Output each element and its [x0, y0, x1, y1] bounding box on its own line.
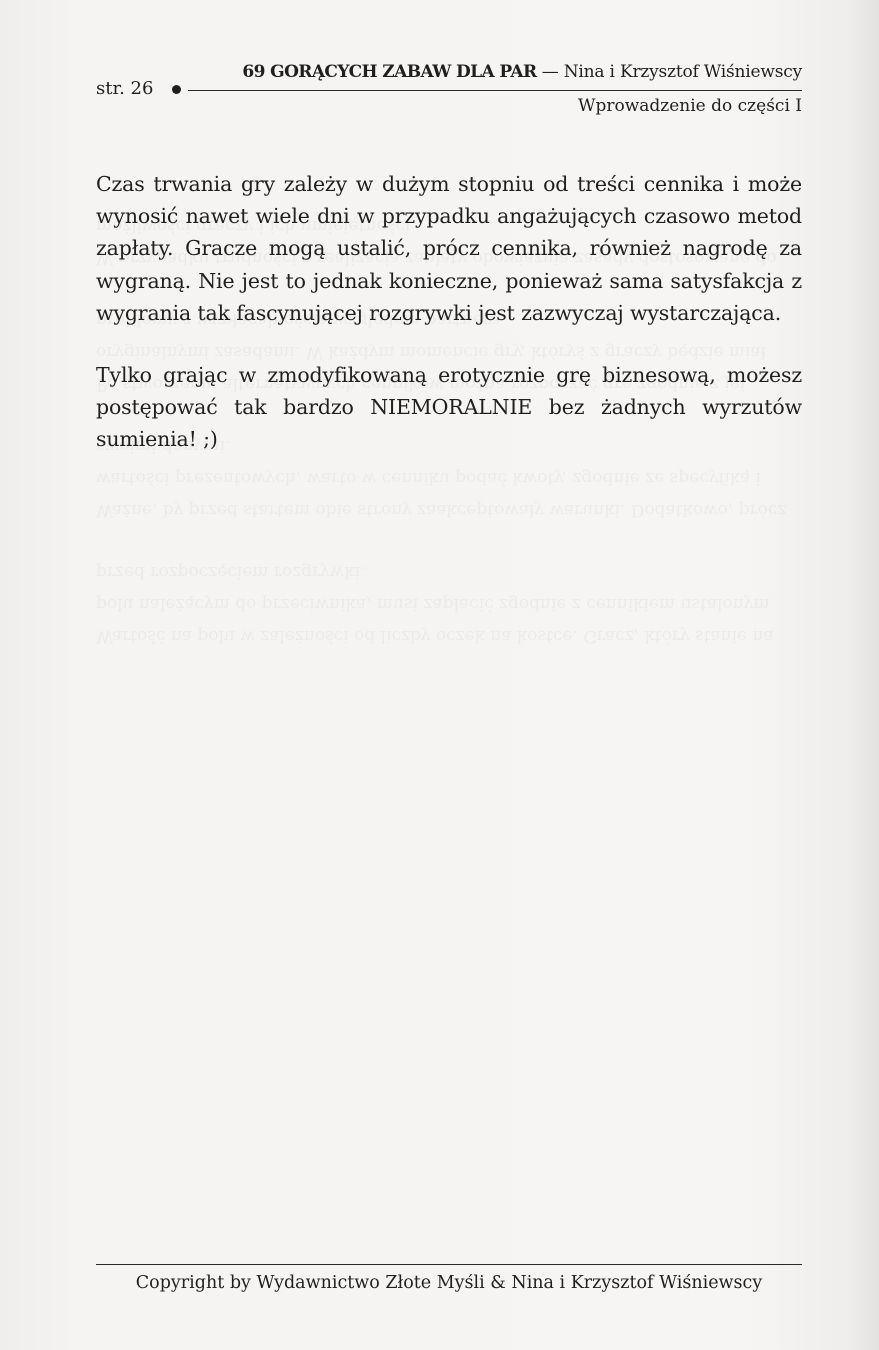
copyright-footer: Copyright by Wydawnictwo Złote Myśli & Nina i Krzysztof Wiśniewscy [135, 1273, 763, 1293]
section-title: Wprowadzenie do części I [577, 96, 802, 116]
footer-rule [96, 1264, 802, 1265]
book-authors: Nina i Krzysztof Wiśniewscy [563, 62, 802, 82]
body-text [96, 168, 802, 486]
bullet-icon [172, 85, 181, 94]
header-rule [188, 90, 802, 91]
running-header [224, 62, 802, 82]
header-separator: — [541, 62, 559, 82]
page-edge-shadow [849, 0, 879, 1350]
paragraph: Czas trwania gry zależy w dużym stopniu od treści cennika i może wynosić nawet wiele dni w przypadku angażujących czasowo metod zapłaty. Gracze mogą ustalić, prócz cennika, również nagrodę za wygraną. Nie jest to jednak konieczne, ponieważ sama satysfakcja z wygrania tak fascynującej rozgrywki jest zazwyczaj wystarczająca. [96, 172, 802, 325]
page-number: str. 26 [96, 78, 154, 99]
paragraph: Tylko grając w zmodyfikowaną erotycznie grę biznesową, możesz postępować tak bardzo NIEMORALNIE bez żadnych wyrzutów sumienia! ;) [96, 363, 802, 452]
book-title: 69 GORĄCYCH ZABAW DLA PAR [242, 62, 537, 82]
